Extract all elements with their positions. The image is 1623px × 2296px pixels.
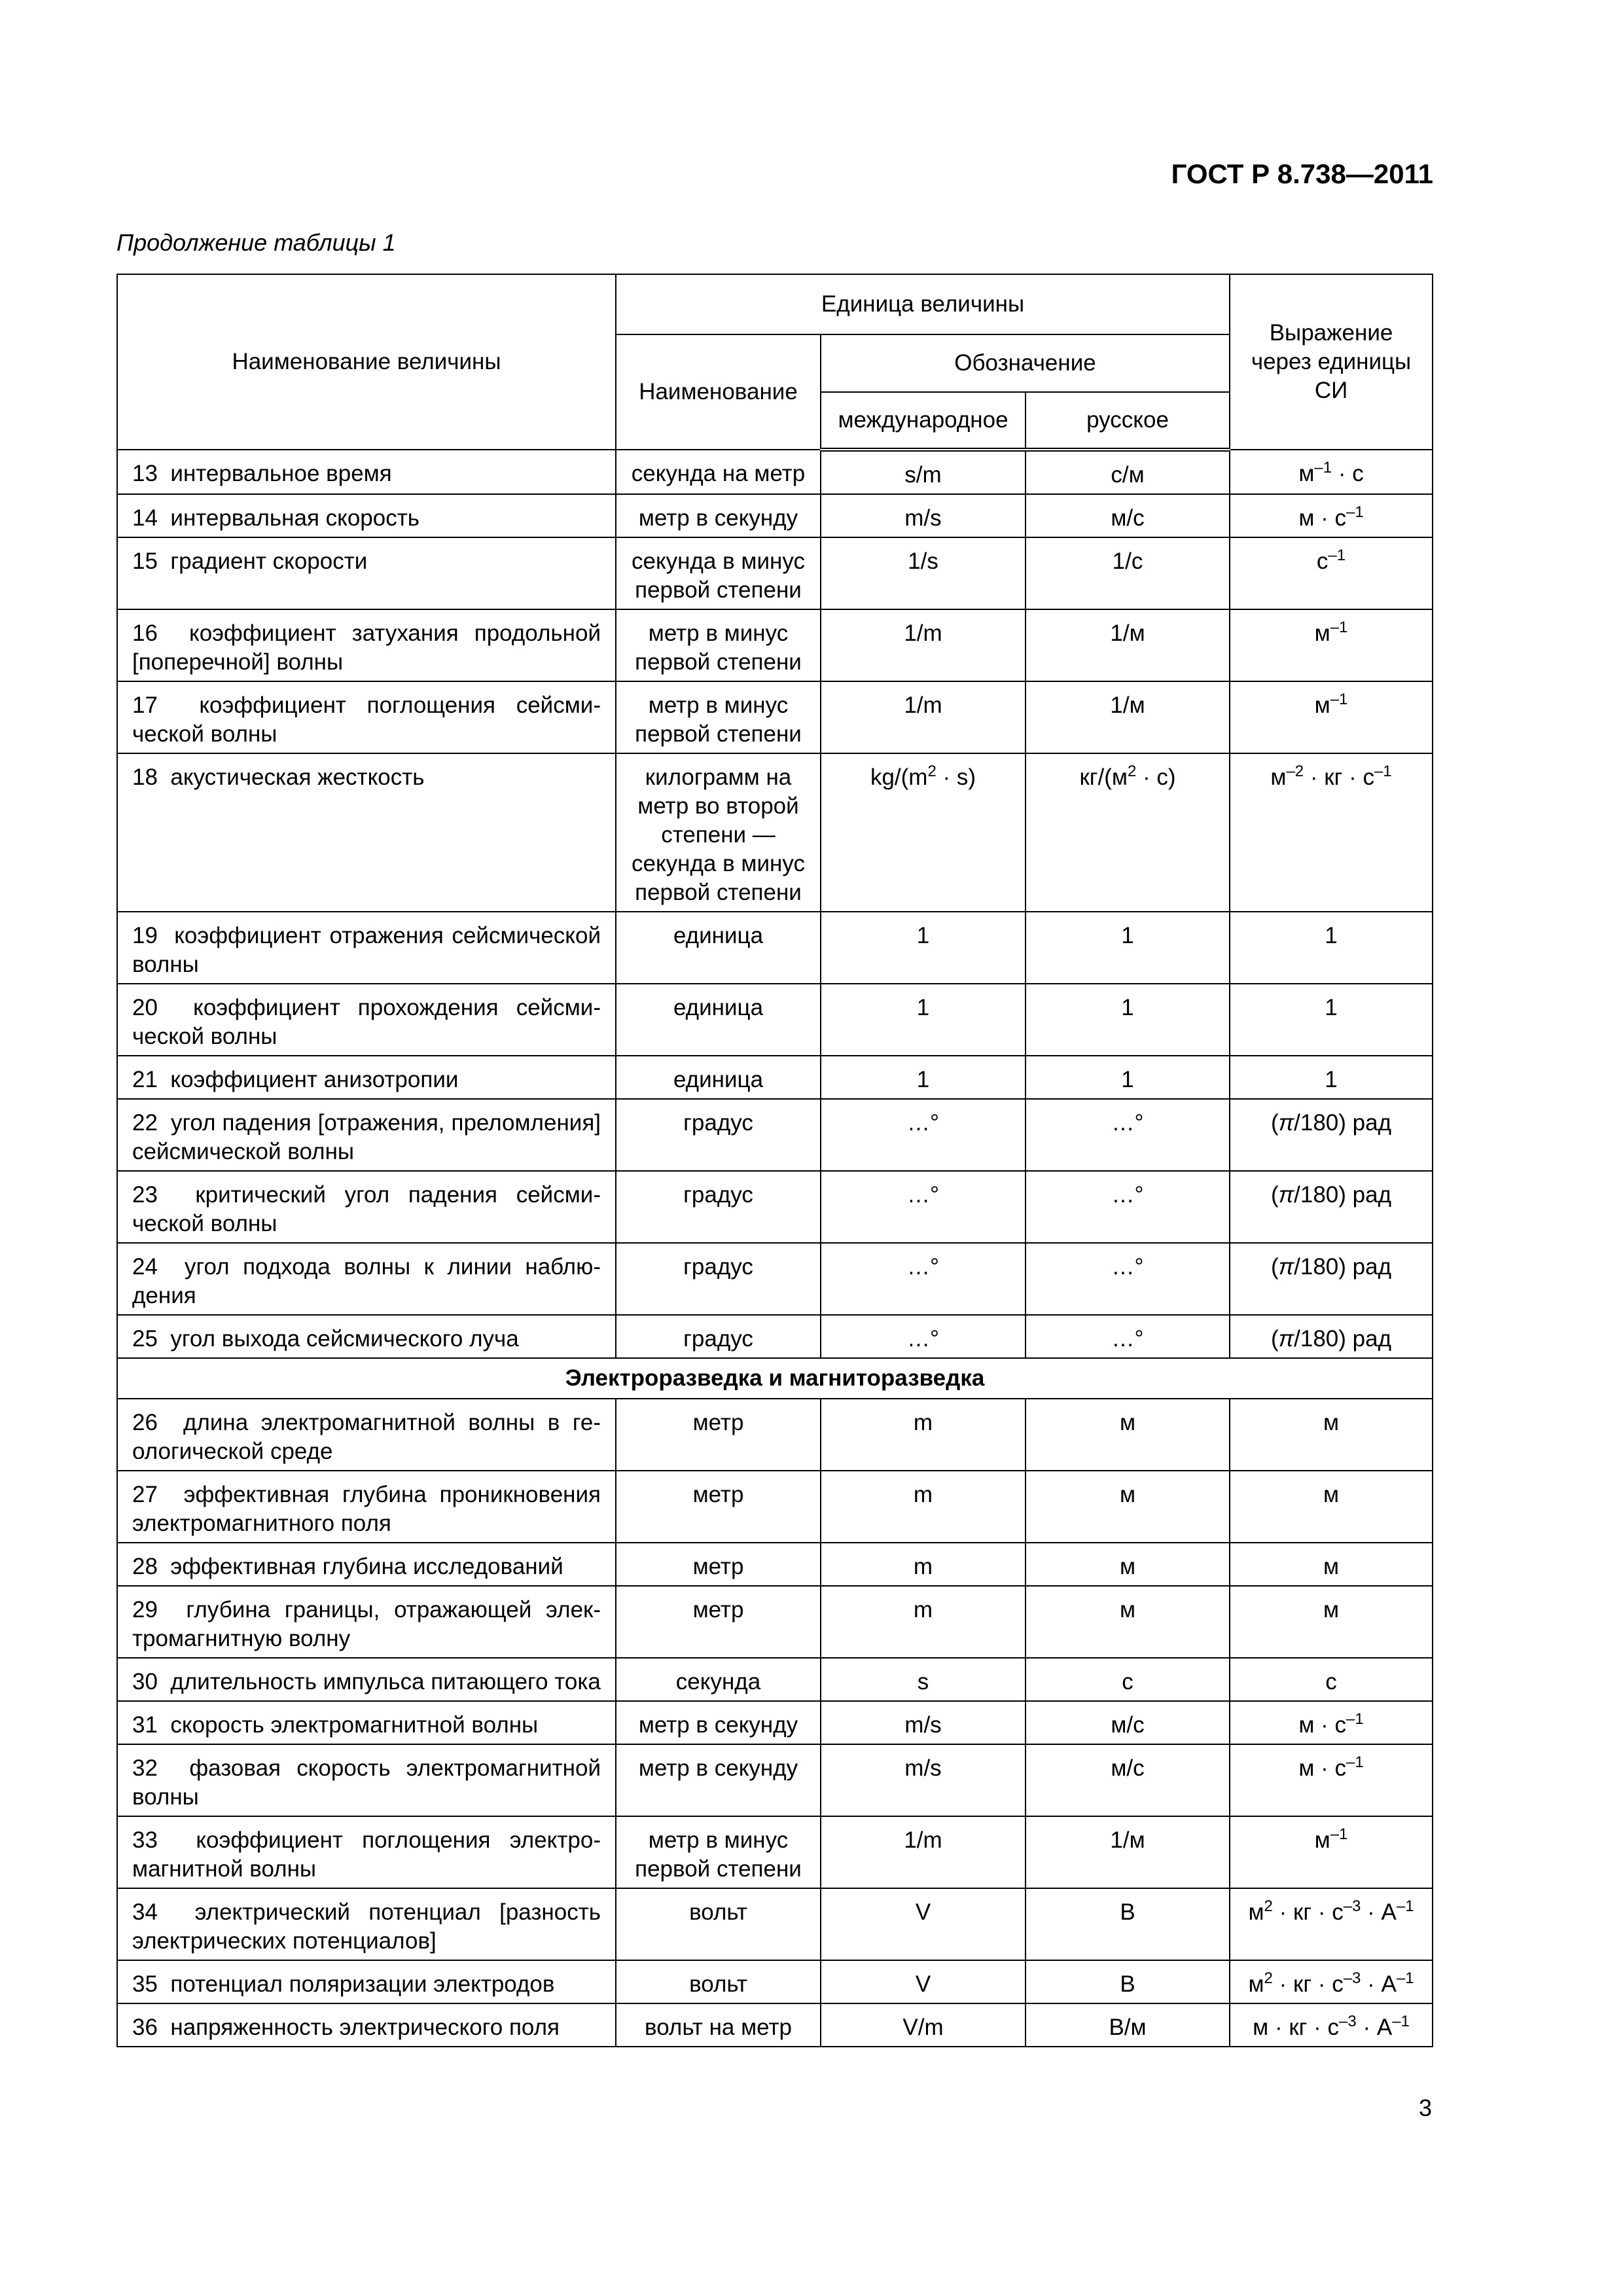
quantity-name-cell	[117, 450, 616, 494]
international-symbol-cell: $kg/(m^2 \cdot s)$	[821, 753, 1026, 912]
russian-symbol-cell: м/с	[1026, 1744, 1230, 1816]
table-row	[117, 494, 1433, 537]
unit-name-cell: градус	[616, 1171, 821, 1243]
international-symbol-cell: …°	[821, 1243, 1026, 1315]
russian-symbol-cell: м	[1026, 1399, 1230, 1471]
russian-symbol-cell: 1/м	[1026, 681, 1230, 753]
row-number: 30	[132, 1669, 158, 1695]
unit-name-cell: метр	[616, 1586, 821, 1658]
table-row	[117, 912, 1433, 984]
russian-symbol-cell: 1/с	[1026, 537, 1230, 609]
quantity-name-cell	[117, 494, 616, 537]
document-header: ГОСТ Р 8.738—2011	[1171, 158, 1433, 189]
row-number: 17	[132, 692, 158, 718]
row-number: 35	[132, 1971, 158, 1997]
row-number: 26	[132, 1410, 158, 1435]
russian-symbol-cell: м	[1026, 1471, 1230, 1543]
quantity-name: критический угол падения сейсмической волны	[132, 1182, 601, 1236]
quantity-name-cell	[117, 1658, 616, 1701]
quantity-name: акустическая жесткость	[170, 764, 425, 790]
si-expression-cell: $м^{-1}$	[1230, 681, 1433, 753]
quantity-name-cell	[117, 1816, 616, 1888]
si-expression-cell: $м^{-1} \cdot с$	[1230, 450, 1433, 494]
unit-name-cell: градус	[616, 1315, 821, 1358]
si-expression-cell: $с^{-1}$	[1230, 537, 1433, 609]
si-expression-cell: $м^2$ · кг · $с^{-3} \cdot А^{-1}$	[1230, 1960, 1433, 2003]
table-row	[117, 681, 1433, 753]
header-si-expression: Выражение через единицы СИ	[1230, 274, 1433, 450]
table-row	[117, 1888, 1433, 1960]
unit-name-cell: метр в секунду	[616, 1701, 821, 1744]
quantity-name: угол падения [отражения, преломления] сейсмической волны	[132, 1110, 601, 1164]
si-expression-cell: с	[1230, 1658, 1433, 1701]
quantity-name: угол выхода сейсмического луча	[170, 1326, 519, 1352]
quantity-name-cell	[117, 912, 616, 984]
si-expression-cell: (π/180) рад	[1230, 1315, 1433, 1358]
units-table	[116, 274, 1433, 2047]
quantity-name-cell	[117, 1099, 616, 1171]
row-number: 18	[132, 764, 158, 790]
russian-symbol-cell: 1/м	[1026, 609, 1230, 681]
table-row	[117, 609, 1433, 681]
table-body	[117, 450, 1433, 2047]
table-row	[117, 1471, 1433, 1543]
russian-symbol-cell: м/с	[1026, 1701, 1230, 1744]
row-number: 36	[132, 2015, 158, 2040]
unit-name-cell: единица	[616, 1056, 821, 1099]
quantity-name: напряженность электрического поля	[170, 2015, 560, 2040]
quantity-name-cell	[117, 1171, 616, 1243]
unit-name-cell: секунда в минус первой степени	[616, 537, 821, 609]
international-symbol-cell: V	[821, 1960, 1026, 2003]
unit-name-cell: вольт	[616, 1888, 821, 1960]
unit-name-cell: градус	[616, 1099, 821, 1171]
international-symbol-cell: …°	[821, 1099, 1026, 1171]
si-expression-cell: 1	[1230, 912, 1433, 984]
si-expression-cell: $м \cdot с^{-1}$	[1230, 1744, 1433, 1816]
quantity-name: коэффициент поглощения сейсмической волны	[132, 692, 601, 747]
si-expression-cell: $м^{-1}$	[1230, 609, 1433, 681]
section-row	[117, 1358, 1433, 1399]
quantity-name: коэффициент прохождения сейсмической волны	[132, 995, 601, 1049]
quantity-name: эффективная глубина проникновения электромагнитного поля	[132, 1482, 601, 1536]
table-caption: Продолжение таблицы 1	[116, 229, 396, 256]
quantity-name: градиент скорости	[170, 548, 368, 574]
header-russian: русское	[1026, 392, 1230, 450]
unit-name-cell: метр в минус первой степени	[616, 609, 821, 681]
unit-name-cell: метр в минус первой степени	[616, 1816, 821, 1888]
russian-symbol-cell: …°	[1026, 1171, 1230, 1243]
quantity-name-cell	[117, 681, 616, 753]
row-number: 32	[132, 1755, 158, 1781]
russian-symbol-cell: 1/м	[1026, 1816, 1230, 1888]
quantity-name: потенциал поляризации электродов	[170, 1971, 555, 1997]
international-symbol-cell: 1	[821, 1056, 1026, 1099]
russian-symbol-cell: В/м	[1026, 2003, 1230, 2047]
quantity-name-cell	[117, 1056, 616, 1099]
international-symbol-cell: s/m	[821, 450, 1026, 494]
unit-name-cell: килограмм на метр во второй степени — секунда в минус первой степени	[616, 753, 821, 912]
quantity-name-cell	[117, 537, 616, 609]
table-row	[117, 2003, 1433, 2047]
international-symbol-cell: m	[821, 1399, 1026, 1471]
russian-symbol-cell: …°	[1026, 1243, 1230, 1315]
quantity-name: интервальная скорость	[170, 505, 419, 531]
table-row	[117, 1658, 1433, 1701]
si-expression-cell: $м^2$ · кг · $с^{-3} \cdot А^{-1}$	[1230, 1888, 1433, 1960]
table-row	[117, 1701, 1433, 1744]
table-row	[117, 1056, 1433, 1099]
quantity-name-cell	[117, 1243, 616, 1315]
unit-name-cell: метр	[616, 1399, 821, 1471]
quantity-name-cell	[117, 1888, 616, 1960]
table-row	[117, 753, 1433, 912]
unit-name-cell: единица	[616, 984, 821, 1056]
quantity-name-cell	[117, 1586, 616, 1658]
table-row	[117, 1171, 1433, 1243]
unit-name-cell: единица	[616, 912, 821, 984]
row-number: 31	[132, 1712, 158, 1738]
row-number: 14	[132, 505, 158, 531]
si-expression-cell: 1	[1230, 984, 1433, 1056]
si-expression-cell: $м^{-2}$ · кг · $с^{-1}$	[1230, 753, 1433, 912]
table-row	[117, 450, 1433, 494]
row-number: 15	[132, 548, 158, 574]
table-row	[117, 1099, 1433, 1171]
si-expression-cell: $м \cdot с^{-1}$	[1230, 1701, 1433, 1744]
si-expression-cell: м	[1230, 1543, 1433, 1586]
unit-name-cell: метр в секунду	[616, 494, 821, 537]
table-row	[117, 537, 1433, 609]
quantity-name: коэффициент отражения сейсмической волны	[132, 923, 601, 977]
row-number: 24	[132, 1254, 158, 1280]
row-number: 28	[132, 1554, 158, 1579]
international-symbol-cell: s	[821, 1658, 1026, 1701]
si-expression-cell: (π/180) рад	[1230, 1243, 1433, 1315]
international-symbol-cell: 1	[821, 984, 1026, 1056]
quantity-name-cell	[117, 2003, 616, 2047]
table-row	[117, 1543, 1433, 1586]
row-number: 22	[132, 1110, 158, 1136]
russian-symbol-cell: …°	[1026, 1099, 1230, 1171]
table-row	[117, 1243, 1433, 1315]
quantity-name: скорость электромагнитной волны	[170, 1712, 539, 1738]
si-expression-cell: (π/180) рад	[1230, 1171, 1433, 1243]
row-number: 25	[132, 1326, 158, 1352]
quantity-name-cell	[117, 753, 616, 912]
quantity-name: электрический потенциал [разность электрических потенциалов]	[132, 1899, 601, 1954]
quantity-name: длительность импульса питающего тока	[170, 1669, 601, 1695]
row-number: 33	[132, 1827, 158, 1853]
international-symbol-cell: m	[821, 1543, 1026, 1586]
international-symbol-cell: …°	[821, 1171, 1026, 1243]
international-symbol-cell: 1/m	[821, 681, 1026, 753]
quantity-name: коэффициент анизотропии	[170, 1067, 459, 1092]
quantity-name-cell	[117, 1960, 616, 2003]
unit-name-cell: секунда на метр	[616, 450, 821, 494]
row-number: 23	[132, 1182, 158, 1208]
table-row	[117, 1399, 1433, 1471]
si-expression-cell: м	[1230, 1471, 1433, 1543]
si-expression-cell: м	[1230, 1586, 1433, 1658]
quantity-name: глубина границы, отражающей электромагнитную волну	[132, 1597, 601, 1651]
international-symbol-cell: …°	[821, 1315, 1026, 1358]
table-row	[117, 1960, 1433, 2003]
quantity-name: коэффициент поглощения электромагнитной волны	[132, 1827, 601, 1882]
international-symbol-cell: m	[821, 1471, 1026, 1543]
row-number: 27	[132, 1482, 158, 1507]
header-unit-name: Наименование	[616, 334, 821, 450]
international-symbol-cell: 1	[821, 912, 1026, 984]
table-row	[117, 1816, 1433, 1888]
international-symbol-cell: 1/s	[821, 537, 1026, 609]
russian-symbol-cell: 1	[1026, 1056, 1230, 1099]
section-title: Электроразведка и магниторазведка	[117, 1358, 1433, 1399]
table-row	[117, 1744, 1433, 1816]
row-number: 16	[132, 620, 158, 646]
quantity-name: фазовая скорость электромагнитной волны	[132, 1755, 601, 1810]
row-number: 13	[132, 461, 158, 486]
unit-name-cell: секунда	[616, 1658, 821, 1701]
si-expression-cell: (π/180) рад	[1230, 1099, 1433, 1171]
russian-symbol-cell: м	[1026, 1543, 1230, 1586]
unit-name-cell: метр в секунду	[616, 1744, 821, 1816]
row-number: 19	[132, 923, 158, 948]
si-expression-cell: $м \cdot с^{-1}$	[1230, 494, 1433, 537]
row-number: 21	[132, 1067, 158, 1092]
quantity-name: длина электромагнитной волны в геологической среде	[132, 1410, 601, 1464]
international-symbol-cell: m/s	[821, 1744, 1026, 1816]
russian-symbol-cell: с/м	[1026, 450, 1230, 494]
unit-name-cell: вольт	[616, 1960, 821, 2003]
quantity-name: коэффициент затухания продольной [поперечной] волны	[132, 620, 601, 675]
unit-name-cell: метр	[616, 1543, 821, 1586]
table-row	[117, 1586, 1433, 1658]
international-symbol-cell: m/s	[821, 494, 1026, 537]
si-expression-cell: $м^{-1}$	[1230, 1816, 1433, 1888]
quantity-name-cell	[117, 1471, 616, 1543]
row-number: 34	[132, 1899, 158, 1925]
russian-symbol-cell: м/с	[1026, 494, 1230, 537]
quantity-name-cell	[117, 1399, 616, 1471]
quantity-name-cell	[117, 1744, 616, 1816]
quantity-name-cell	[117, 1543, 616, 1586]
international-symbol-cell: 1/m	[821, 1816, 1026, 1888]
russian-symbol-cell: м	[1026, 1586, 1230, 1658]
international-symbol-cell: 1/m	[821, 609, 1026, 681]
quantity-name: эффективная глубина исследований	[170, 1554, 563, 1579]
quantity-name-cell	[117, 609, 616, 681]
header-quantity-name: Наименование величины	[117, 274, 616, 450]
russian-symbol-cell: …°	[1026, 1315, 1230, 1358]
table-row	[117, 984, 1433, 1056]
russian-symbol-cell: 1	[1026, 912, 1230, 984]
unit-name-cell: метр в минус первой степени	[616, 681, 821, 753]
si-expression-cell: м	[1230, 1399, 1433, 1471]
quantity-name: угол подхода волны к линии наблюдения	[132, 1254, 601, 1308]
international-symbol-cell: m/s	[821, 1701, 1026, 1744]
russian-symbol-cell: $кг/(м^2 \cdot с)$	[1026, 753, 1230, 912]
unit-name-cell: метр	[616, 1471, 821, 1543]
russian-symbol-cell: В	[1026, 1888, 1230, 1960]
si-expression-cell: м · кг · $с^{-3} \cdot А^{-1}$	[1230, 2003, 1433, 2047]
russian-symbol-cell: с	[1026, 1658, 1230, 1701]
row-number: 29	[132, 1597, 158, 1623]
russian-symbol-cell: В	[1026, 1960, 1230, 2003]
unit-name-cell: вольт на метр	[616, 2003, 821, 2047]
table-row	[117, 1315, 1433, 1358]
quantity-name: интервальное время	[170, 461, 392, 486]
si-expression-cell: 1	[1230, 1056, 1433, 1099]
russian-symbol-cell: 1	[1026, 984, 1230, 1056]
quantity-name-cell	[117, 984, 616, 1056]
international-symbol-cell: m	[821, 1586, 1026, 1658]
table-header	[117, 274, 1433, 450]
international-symbol-cell: V/m	[821, 2003, 1026, 2047]
header-designation: Обозначение	[821, 334, 1230, 392]
quantity-name-cell	[117, 1315, 616, 1358]
page-number: 3	[1418, 2094, 1432, 2121]
international-symbol-cell: V	[821, 1888, 1026, 1960]
quantity-name-cell	[117, 1701, 616, 1744]
row-number: 20	[132, 995, 158, 1020]
header-unit: Единица величины	[616, 274, 1230, 334]
header-international: международное	[821, 392, 1026, 450]
unit-name-cell: градус	[616, 1243, 821, 1315]
